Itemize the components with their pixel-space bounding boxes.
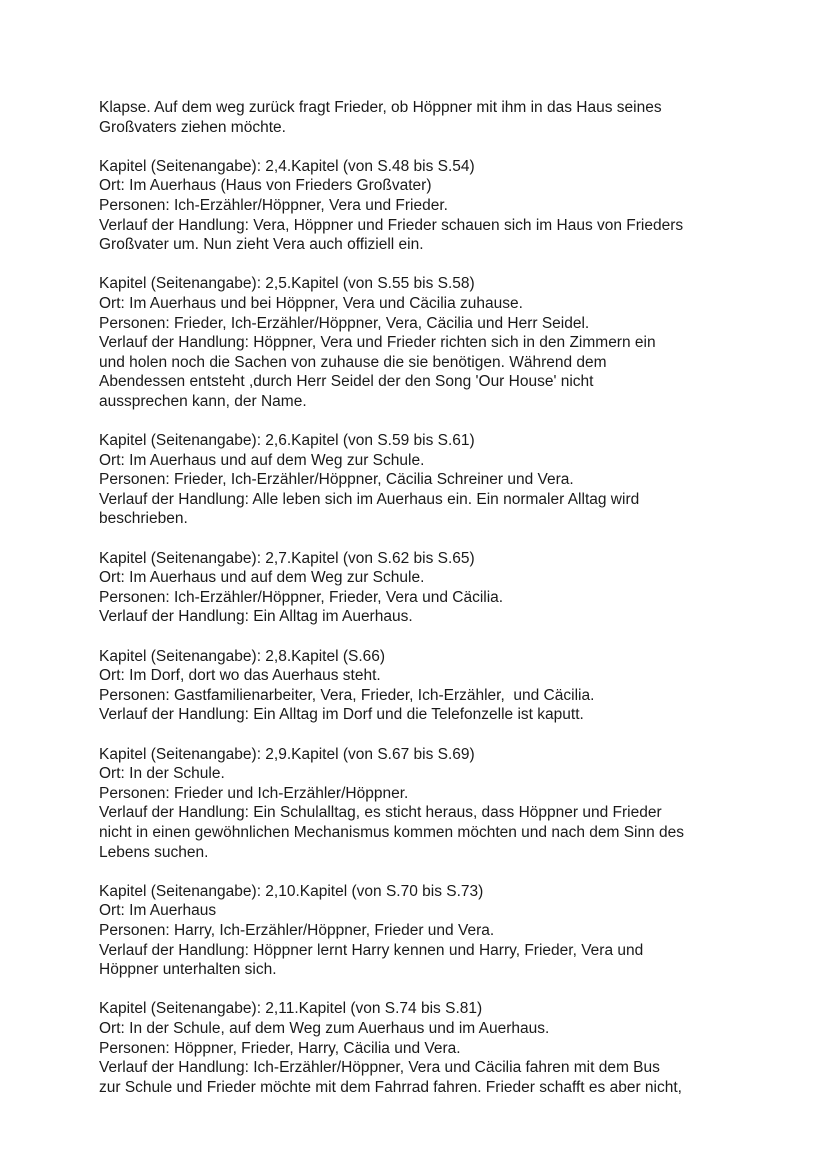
chapter-entry [99,549,759,627]
chapter-persons: Personen: Frieder, Ich-Erzähler/Höppner, Cäcilia Schreiner und Vera. [99,471,574,489]
chapter-heading: Kapitel (Seitenangabe): 2,7.Kapitel (von S.62 bis S.65) [99,549,475,567]
chapter-heading: Kapitel (Seitenangabe): 2,8.Kapitel (S.66) [99,647,386,665]
chapter-plot: Höppner unterhalten sich. [99,961,277,979]
chapter-location: Ort: In der Schule, auf dem Weg zum Auerhaus und im Auerhaus. [99,1019,550,1037]
intro-paragraph [99,98,759,137]
chapter-entry [99,882,759,980]
chapter-persons: Personen: Frieder und Ich-Erzähler/Höppner. [99,784,409,802]
chapter-plot: Verlauf der Handlung: Vera, Höppner und Frieder schauen sich im Haus von Frieders [99,216,684,234]
chapter-plot: Verlauf der Handlung: Ein Alltag im Dorf und die Telefonzelle ist kaputt. [99,706,584,724]
chapter-entry [99,647,759,725]
chapter-plot: und holen noch die Sachen von zuhause die sie benötigen. Während dem [99,353,607,371]
chapter-heading: Kapitel (Seitenangabe): 2,4.Kapitel (von S.48 bis S.54) [99,157,475,175]
chapter-location: Ort: Im Auerhaus [99,902,217,920]
chapter-location: Ort: Im Dorf, dort wo das Auerhaus steht. [99,667,381,685]
chapter-plot: Verlauf der Handlung: Höppner lernt Harry kennen und Harry, Frieder, Vera und [99,941,644,959]
chapter-location: Ort: In der Schule. [99,765,225,783]
chapter-plot: Verlauf der Handlung: Ich-Erzähler/Höppner, Vera und Cäcilia fahren mit dem Bus [99,1059,660,1077]
chapter-plot: Lebens suchen. [99,843,209,861]
chapter-plot: aussprechen kann, der Name. [99,392,307,410]
chapter-plot: Verlauf der Handlung: Ein Schulalltag, es sticht heraus, dass Höppner und Frieder [99,804,662,822]
text-line: Klapse. Auf dem weg zurück fragt Frieder, ob Höppner mit ihm in das Haus seines [99,99,662,116]
chapter-entry [99,274,759,411]
chapter-heading: Kapitel (Seitenangabe): 2,6.Kapitel (von S.59 bis S.61) [99,432,475,450]
chapter-plot: Verlauf der Handlung: Ein Alltag im Auerhaus. [99,608,413,626]
chapter-persons: Personen: Frieder, Ich-Erzähler/Höppner, Vera, Cäcilia und Herr Seidel. [99,314,590,332]
chapter-entry [99,999,759,1097]
chapter-heading: Kapitel (Seitenangabe): 2,11.Kapitel (von S.74 bis S.81) [99,1000,483,1018]
chapter-heading: Kapitel (Seitenangabe): 2,10.Kapitel (von S.70 bis S.73) [99,882,484,900]
chapter-persons: Personen: Höppner, Frieder, Harry, Cäcilia und Vera. [99,1039,461,1057]
chapter-persons: Personen: Harry, Ich-Erzähler/Höppner, Frieder und Vera. [99,921,495,939]
chapter-location: Ort: Im Auerhaus und bei Höppner, Vera und Cäcilia zuhause. [99,294,523,312]
chapter-plot: Abendessen entsteht ,durch Herr Seidel der den Song 'Our House' nicht [99,373,594,391]
chapter-plot: beschrieben. [99,510,188,528]
chapter-location: Ort: Im Auerhaus (Haus von Frieders Großvater) [99,177,432,195]
chapter-persons: Personen: Ich-Erzähler/Höppner, Vera und Frieder. [99,196,448,214]
chapter-entry [99,157,759,255]
chapter-location: Ort: Im Auerhaus und auf dem Weg zur Schule. [99,451,425,469]
document-page [99,98,759,1117]
chapter-heading: Kapitel (Seitenangabe): 2,9.Kapitel (von S.67 bis S.69) [99,745,475,763]
chapter-plot: zur Schule und Frieder möchte mit dem Fahrrad fahren. Frieder schafft es aber nicht, [99,1078,682,1096]
chapter-plot: Großvater um. Nun zieht Vera auch offiziell ein. [99,236,424,254]
chapter-plot: Verlauf der Handlung: Höppner, Vera und Frieder richten sich in den Zimmern ein [99,334,656,352]
chapter-heading: Kapitel (Seitenangabe): 2,5.Kapitel (von S.55 bis S.58) [99,275,475,293]
chapter-entry [99,745,759,863]
text-line: Großvaters ziehen möchte. [99,118,286,136]
chapter-location: Ort: Im Auerhaus und auf dem Weg zur Schule. [99,569,425,587]
chapter-persons: Personen: Gastfamilienarbeiter, Vera, Frieder, Ich-Erzähler, und Cäcilia. [99,686,595,704]
chapter-entry [99,431,759,529]
chapter-persons: Personen: Ich-Erzähler/Höppner, Frieder, Vera und Cäcilia. [99,588,504,606]
chapter-plot: Verlauf der Handlung: Alle leben sich im Auerhaus ein. Ein normaler Alltag wird [99,490,640,508]
chapter-plot: nicht in einen gewöhnlichen Mechanismus kommen möchten und nach dem Sinn des [99,823,685,841]
